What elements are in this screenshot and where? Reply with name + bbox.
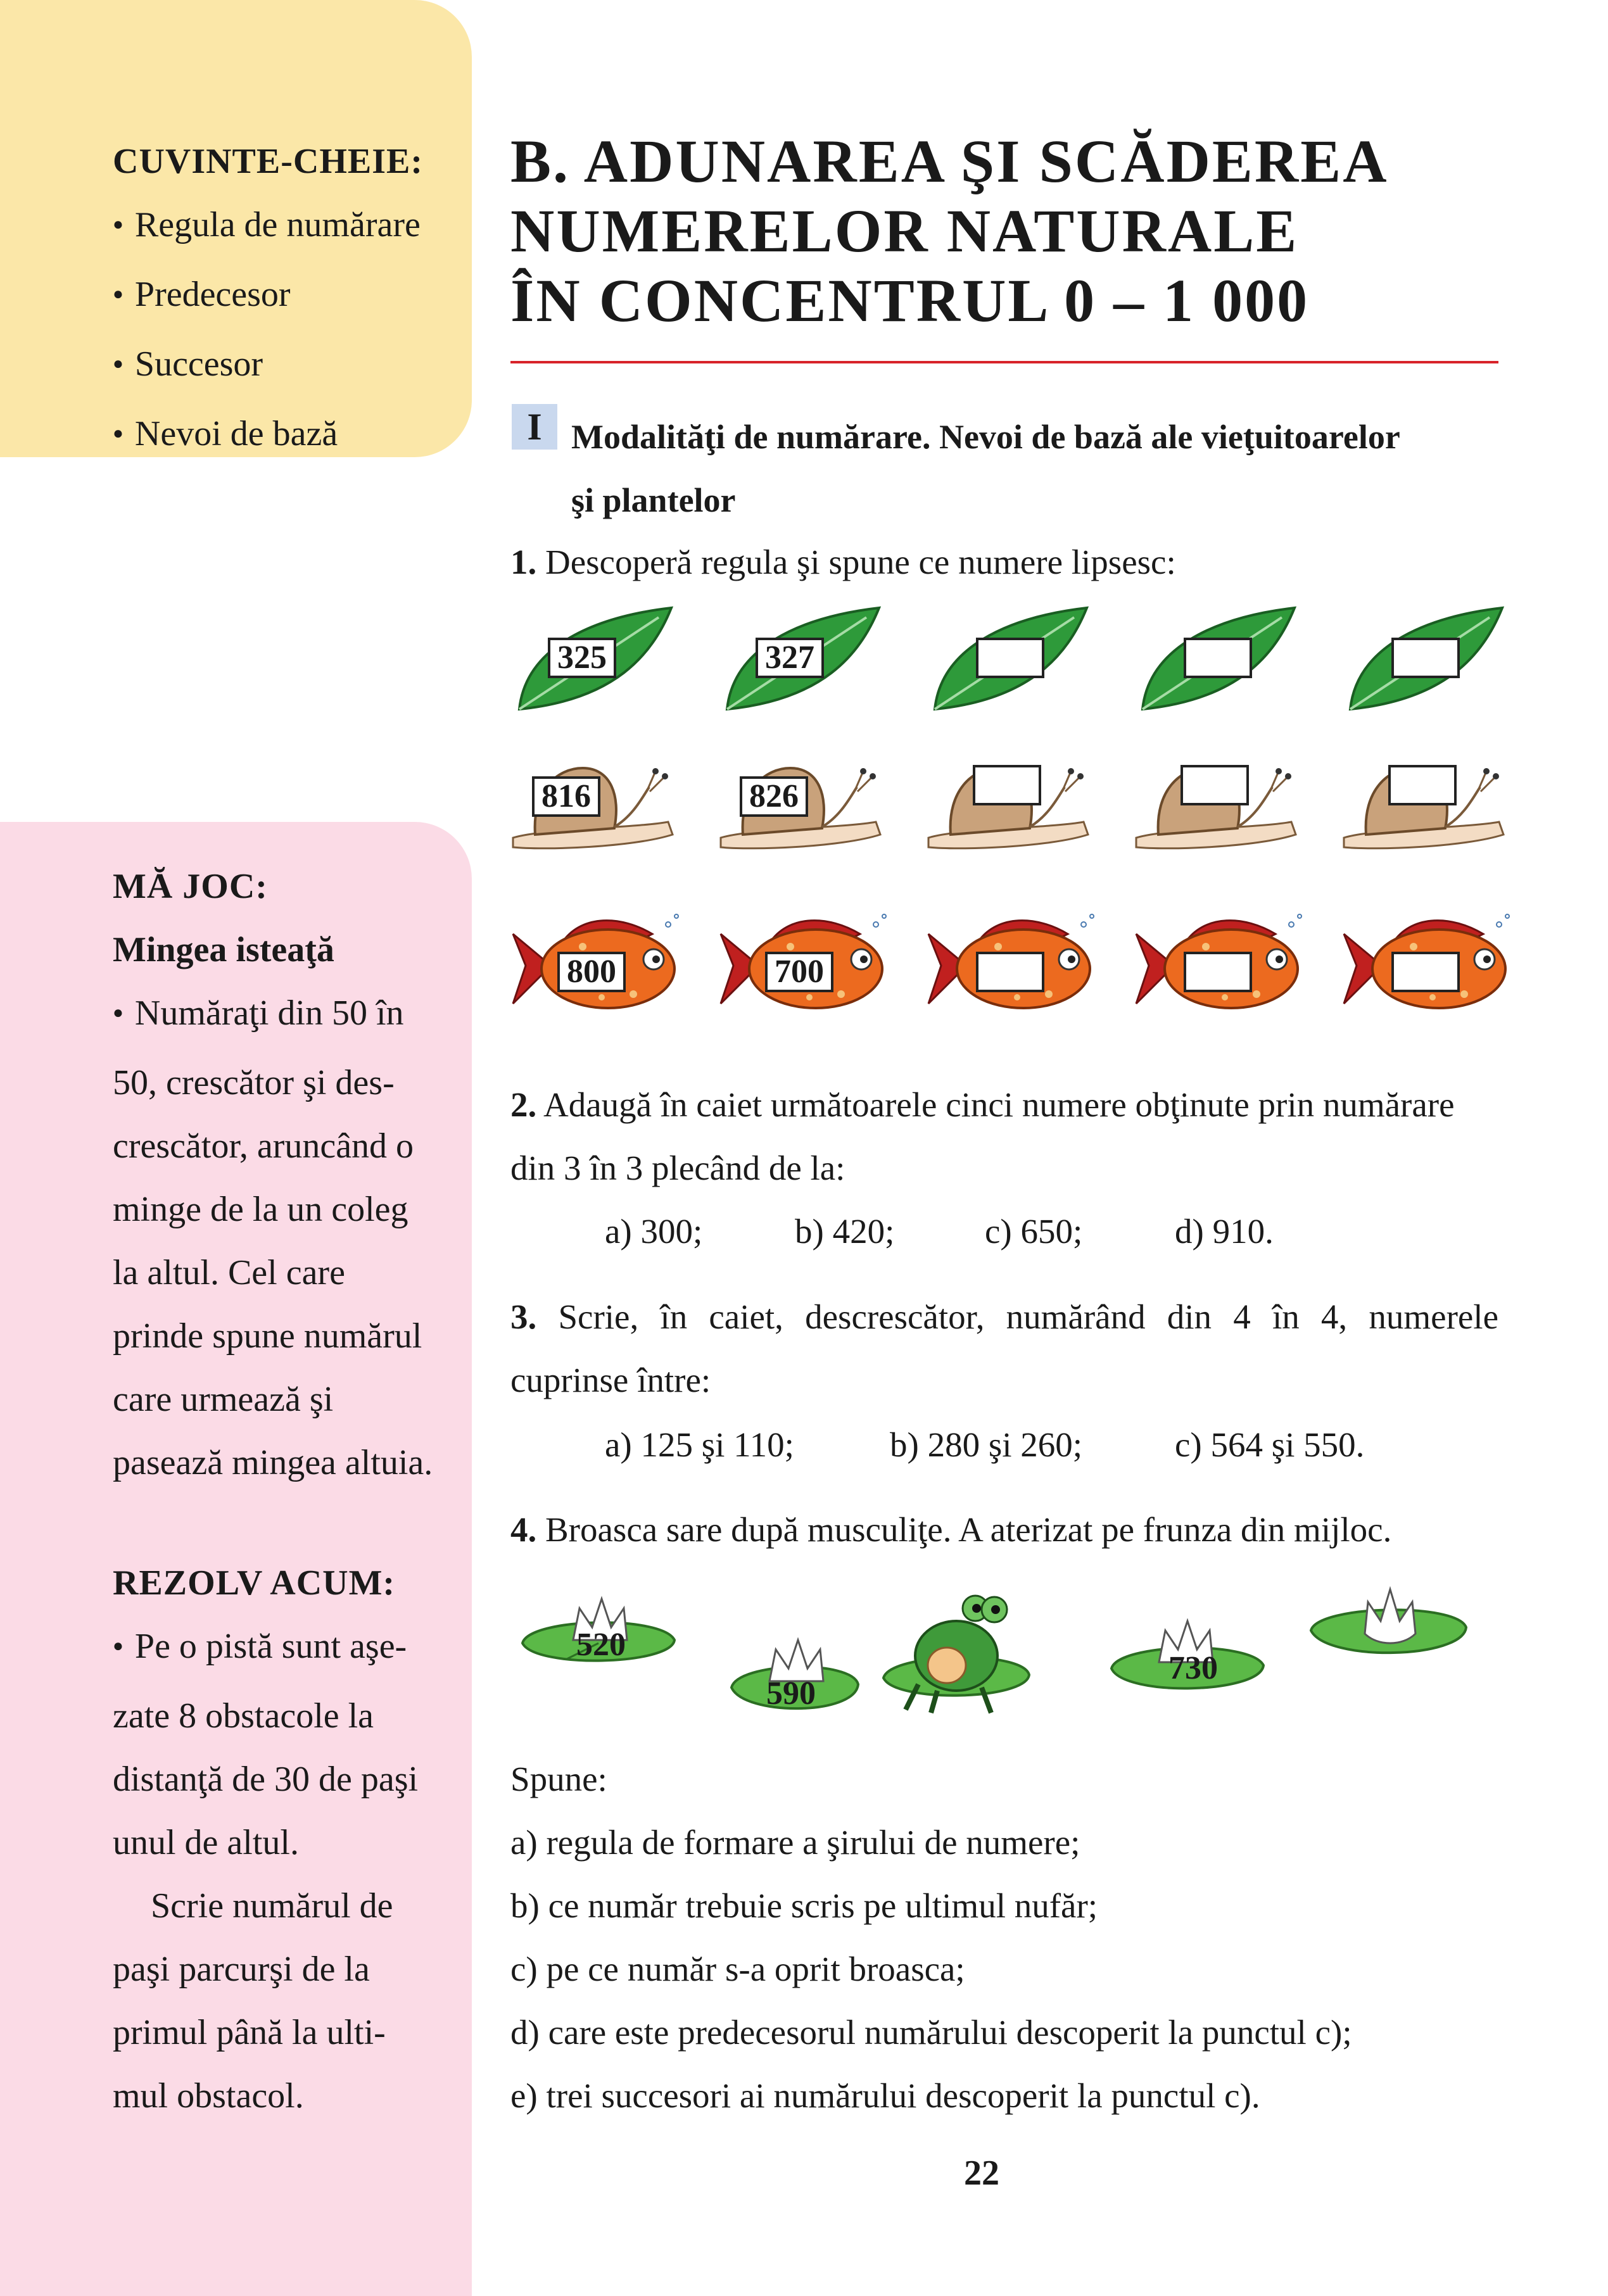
exercise-number: 4. (510, 1510, 537, 1549)
question: b) ce număr trebuie scris pe ultimul nufăr; (510, 1886, 1098, 1925)
fish-number-blank (976, 952, 1044, 992)
fish-item (507, 909, 697, 1026)
solve-line: primul până la ulti- (113, 2013, 386, 2052)
lily-item (880, 1583, 1032, 1725)
solve-box (113, 1551, 467, 2128)
play-subheading: Mingea isteaţă (113, 930, 334, 969)
option: a) 125 şi 110; (605, 1425, 794, 1464)
exercise-text: Scrie, în caiet, descrescător, numărând din 4 în 4, numerele (558, 1297, 1498, 1336)
fish-number: 800 (557, 952, 626, 992)
leaf-item (1136, 605, 1301, 719)
exercise-text: Adaugă în caiet următoarele cinci numere obţinute prin numărare (543, 1085, 1455, 1124)
solve-line: zate 8 obstacole la (113, 1696, 374, 1736)
fish-number-blank (1391, 952, 1460, 992)
snails-row (507, 752, 1520, 860)
solve-line: Scrie numărul de (151, 1886, 393, 1926)
snail-number: 826 (740, 776, 808, 817)
play-line: la altul. Cel care (113, 1253, 345, 1292)
section-badge: I (512, 404, 557, 450)
leaves-row (513, 605, 1514, 731)
snail-item (1338, 752, 1509, 857)
section-title-line: şi plantelor (571, 481, 736, 519)
lily-item (516, 1583, 681, 1694)
exercise-text: Descoperă regula şi spune ce numere lipsesc: (545, 543, 1176, 581)
chapter-title (510, 127, 1524, 336)
option: b) 280 şi 260; (890, 1425, 1083, 1464)
play-box (113, 855, 467, 1494)
keyword-item: ● Succesor (113, 332, 423, 402)
snail-number: 816 (532, 776, 600, 817)
option: a) 300; (605, 1212, 703, 1251)
leaf-number: 327 (756, 638, 824, 678)
lilies-row (516, 1583, 1491, 1760)
title-line: NUMERELOR NATURALE (510, 197, 1299, 265)
lily-number: 730 (1168, 1650, 1218, 1686)
play-line: crescător, aruncând o (113, 1126, 414, 1166)
play-line: ● Număraţi din 50 în (113, 981, 467, 1051)
fish-row (507, 909, 1520, 1029)
solve-heading: REZOLV ACUM: (113, 1563, 396, 1603)
leaf-number-blank (976, 638, 1044, 678)
keywords-heading: CUVINTE-CHEIE: (113, 142, 424, 181)
solve-line: unul de altul. (113, 1823, 299, 1862)
exercise-2-line: din 3 în 3 plecând de la: (510, 1149, 845, 1187)
snail-item (922, 752, 1093, 857)
exercise-4-prompt (510, 1498, 1391, 1561)
keyword-item: ● Nevoi de bază (113, 402, 423, 472)
leaf-number-blank (1391, 638, 1460, 678)
leaf-number-blank (1184, 638, 1252, 678)
exercise-number: 1. (510, 543, 537, 581)
play-heading: MĂ JOC: (113, 867, 268, 906)
play-line: pasează mingea altuia. (113, 1443, 433, 1482)
exercise-4-questions (510, 1748, 1352, 2128)
keywords-box (113, 130, 423, 472)
option: c) 564 şi 550. (1175, 1425, 1365, 1464)
frog-on-lily-icon (880, 1583, 1032, 1722)
leaf-item (1344, 605, 1509, 719)
keyword-item: ● Regula de numărare (113, 193, 423, 263)
exercise-number: 2. (510, 1085, 537, 1124)
snail-number-blank (1388, 765, 1457, 805)
section-title-line: Modalităţi de numărare. Nevoi de bază ale vieţuitoarelor (571, 418, 1400, 456)
exercise-3-line: cuprinse între: (510, 1361, 711, 1399)
snail-item (714, 752, 885, 857)
snail-item (507, 752, 678, 857)
leaf-item (721, 605, 885, 719)
title-divider (510, 361, 1498, 363)
fish-item (1130, 909, 1320, 1026)
fish-item (714, 909, 904, 1026)
lily-number: 520 (576, 1627, 626, 1663)
title-line: ÎN CONCENTRUL 0 – 1 000 (510, 267, 1310, 334)
section-title (571, 405, 1400, 532)
question: c) pe ce număr s-a oprit broasca; (510, 1950, 965, 1988)
keyword-item: ● Predecesor (113, 263, 423, 332)
fish-number-blank (1184, 952, 1252, 992)
solve-line: ● Pe o pistă sunt aşe- (113, 1615, 467, 1684)
water-lily-icon (1308, 1583, 1472, 1678)
leaf-number: 325 (548, 638, 616, 678)
lily-item (725, 1621, 864, 1732)
title-line: B. ADUNAREA ŞI SCĂDEREA (510, 127, 1389, 195)
option: c) 650; (985, 1212, 1083, 1251)
exercise-3 (510, 1285, 1498, 1412)
snail-number-blank (973, 765, 1041, 805)
solve-line: distanţă de 30 de paşi (113, 1760, 419, 1799)
question: e) trei succesori ai numărului descoperit la punctul c). (510, 2076, 1260, 2115)
option: b) 420; (795, 1212, 895, 1251)
exercise-2 (510, 1073, 1455, 1200)
exercise-text: Broasca sare după musculiţe. A aterizat pe frunza din mijloc. (545, 1510, 1392, 1549)
exercise-2-line (510, 1073, 1455, 1137)
fish-item (1338, 909, 1528, 1026)
snail-item (1130, 752, 1301, 857)
play-line: 50, crescător şi des- (113, 1063, 395, 1102)
fish-item (922, 909, 1112, 1026)
lily-number: 590 (766, 1675, 816, 1712)
lily-item (1105, 1602, 1270, 1713)
solve-line: paşi parcurşi de la (113, 1950, 370, 1989)
option: d) 910. (1175, 1212, 1274, 1251)
page-number: 22 (964, 2154, 999, 2193)
fish-number: 700 (765, 952, 833, 992)
exercise-1-prompt (510, 531, 1176, 594)
lily-item (1308, 1583, 1472, 1681)
exercise-number: 3. (510, 1297, 537, 1336)
solve-line: mul obstacol. (113, 2076, 304, 2116)
exercise-3-line (510, 1285, 1498, 1349)
leaf-item (513, 605, 678, 719)
snail-number-blank (1181, 765, 1249, 805)
play-line: care urmează şi (113, 1380, 334, 1419)
leaf-item (928, 605, 1093, 719)
say-label: Spune: (510, 1760, 607, 1798)
play-line: minge de la un coleg (113, 1190, 408, 1229)
question: d) care este predecesorul numărului descoperit la punctul c); (510, 2013, 1352, 2052)
play-line: prinde spune numărul (113, 1316, 422, 1356)
question: a) regula de formare a şirului de numere; (510, 1823, 1080, 1862)
